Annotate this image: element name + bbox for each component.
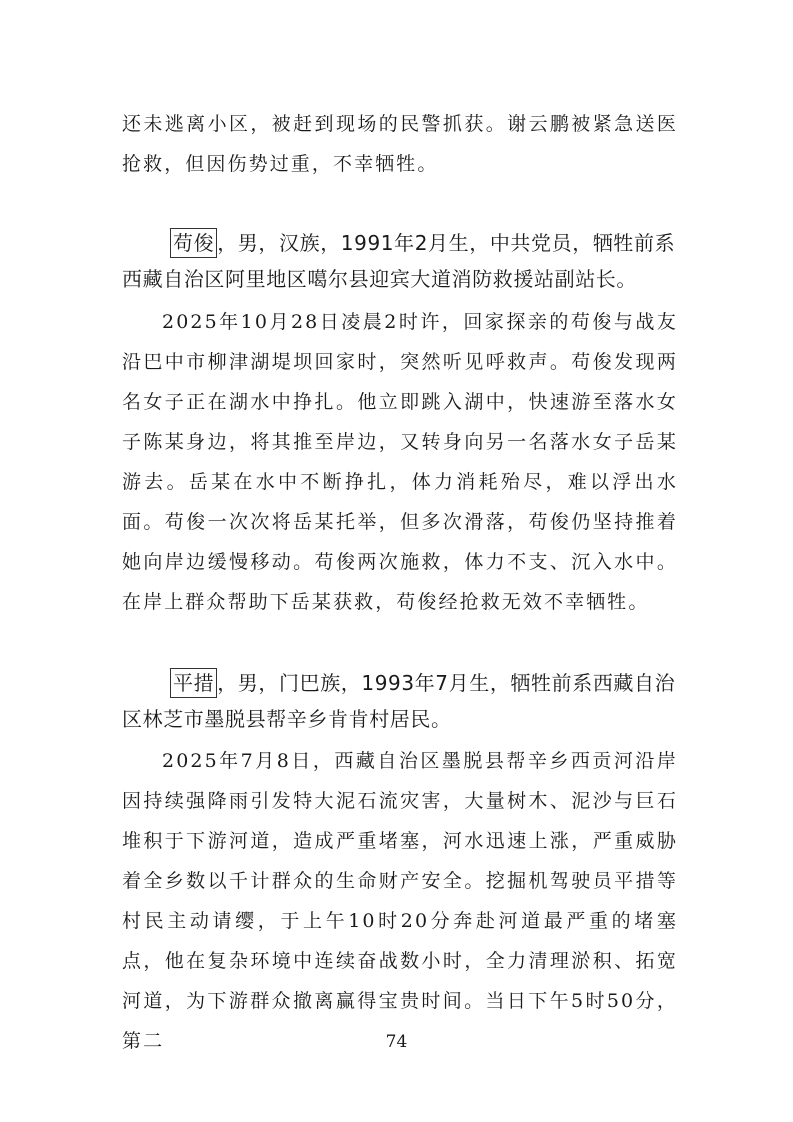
section-body-1: 2025年10月28日凌晨2时许，回家探亲的苟俊与战友沿巴中市柳津湖堤坝回家时，突然听见呼救声。苟俊发现两名女子正在湖水中挣扎。他立即跳入湖中，快速游至落水女子陈某身边，将其推至岸边，又转身向另一名落水女子岳某游去。岳某在水中不断挣扎，体力消耗殆尽，难以浮出水面。苟俊一次次将岳某托举，但多次滑落，苟俊仍坚持推着她向岸边缓慢移动。苟俊两次施救，体力不支、沉入水中。在岸上群众帮助下岳某获救，苟俊经抢救无效不幸牺牲。 [122,311,678,613]
section-heading-1 [122,225,682,297]
section-body-2: 2025年7月8日，西藏自治区墨脱县帮辛乡西贡河沿岸因持续强降雨引发特大泥石流灾害，大量树木、泥沙与巨石堆积于下游河道，造成严重堵塞，河水迅速上涨，严重威胁着全乡数以千计群众的生命财产安全。挖掘机驾驶员平措等村民主动请缨，于上午10时20分奔赴河道最严重的堵塞点，他在复杂环境中连续奋战数小时，全力清理淤积、拓宽河道，为下游群众撤离赢得宝贵时间。当日下午5时50分，第二 [122,750,678,1052]
page-number: 74 [385,1032,408,1052]
person-name-2: 平措 [170,668,217,698]
heading-rest-2: ，男，门巴族，1993年7月生，牺牲前系西藏自治区林芝市墨脱县帮辛乡肯肯村居民。 [122,671,676,731]
person-name-1: 苟俊 [170,228,217,258]
section-heading-2 [122,665,682,737]
heading-rest-1: ，男，汉族，1991年2月生，中共党员，牺牲前系西藏自治区阿里地区噶尔县迎宾大道消防救援站副站长。 [122,231,676,291]
continued-paragraph: 还未逃离小区，被赶到现场的民警抓获。谢云鹏被紧急送医抢救，但因伤势过重，不幸牺牲。 [122,113,678,175]
